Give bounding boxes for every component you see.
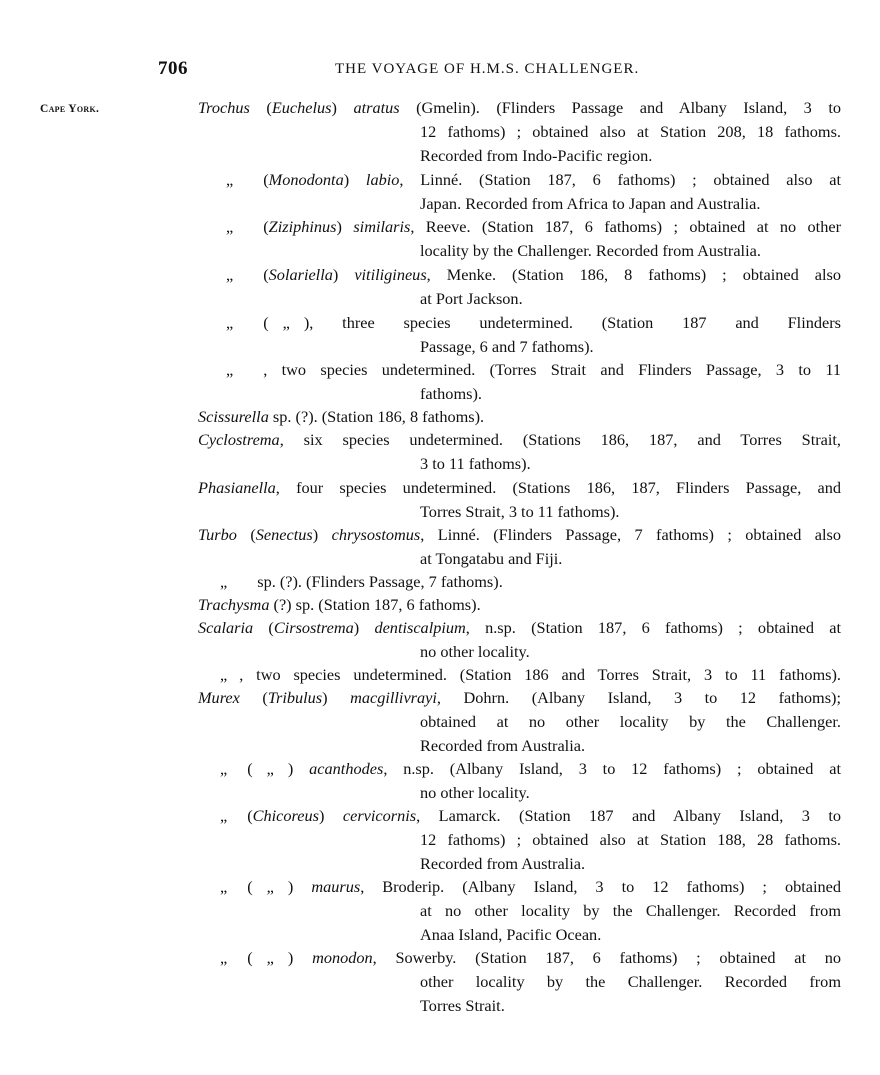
list-item: Murex (Tribulus) macgillivrayi, Dohrn. (Albany Island, 3 to 12 fathoms); xyxy=(198,688,841,707)
list-item-continuation: Recorded from Australia. xyxy=(420,736,586,755)
list-item-continuation: no other locality. xyxy=(420,642,530,661)
list-item-continuation: Passage, 6 and 7 fathoms). xyxy=(420,337,594,356)
list-item-continuation: 12 fathoms) ; obtained also at Station 188, 28 fathoms. xyxy=(420,830,841,849)
list-item: „ (Monodonta) labio, Linné. (Station 187, 6 fathoms) ; obtained also at xyxy=(226,170,841,189)
list-item: „ , two species undetermined. (Station 186 and Torres Strait, 3 to 11 fathoms). xyxy=(220,665,841,684)
list-item-continuation: locality by the Challenger. Recorded from Australia. xyxy=(420,241,761,260)
running-title: THE VOYAGE OF H.M.S. CHALLENGER. xyxy=(335,61,640,77)
list-item: „ ( „ ), three species undetermined. (Station 187 and Flinders xyxy=(226,313,841,332)
list-item-continuation: Torres Strait. xyxy=(420,996,505,1015)
list-item-continuation: no other locality. xyxy=(420,783,530,802)
list-item: „ , two species undetermined. (Torres Strait and Flinders Passage, 3 to 11 xyxy=(226,360,841,379)
list-item-continuation: at Tongatabu and Fiji. xyxy=(420,549,563,568)
list-item: Turbo (Senectus) chrysostomus, Linné. (Flinders Passage, 7 fathoms) ; obtained also xyxy=(198,525,842,544)
list-item-continuation: at no other locality by the Challenger. Recorded from xyxy=(420,901,841,920)
list-item-continuation: Japan. Recorded from Africa to Japan and Australia. xyxy=(420,194,761,213)
list-item-continuation: Recorded from Australia. xyxy=(420,854,586,873)
list-item: „ (Solariella) vitiligineus, Menke. (Station 186, 8 fathoms) ; obtained also xyxy=(226,265,841,284)
list-item: Phasianella, four species undetermined. (Stations 186, 187, Flinders Passage, and xyxy=(198,478,841,497)
list-item: Cyclostrema, six species undetermined. (Stations 186, 187, and Torres Strait, xyxy=(198,430,841,449)
list-item: „ sp. (?). (Flinders Passage, 7 fathoms). xyxy=(220,572,503,591)
list-item-continuation: Anaa Island, Pacific Ocean. xyxy=(420,925,602,944)
list-item: „ ( „ ) acanthodes, n.sp. (Albany Island, 3 to 12 fathoms) ; obtained at xyxy=(220,759,841,778)
list-item-continuation: Recorded from Indo-Pacific region. xyxy=(420,146,653,165)
page-header xyxy=(0,56,880,84)
list-item: Trochus (Euchelus) atratus (Gmelin). (Flinders Passage and Albany Island, 3 to xyxy=(198,98,841,117)
margin-locality-label: Cape York. xyxy=(40,103,100,115)
list-item-continuation: fathoms). xyxy=(420,384,482,403)
list-item-continuation: 12 fathoms) ; obtained also at Station 208, 18 fathoms. xyxy=(420,122,841,141)
list-item: Scissurella sp. (?). (Station 186, 8 fathoms). xyxy=(198,407,485,426)
page-number: 706 xyxy=(158,58,188,79)
list-item: „ (Chicoreus) cervicornis, Lamarck. (Station 187 and Albany Island, 3 to xyxy=(220,806,841,825)
list-item: Trachysma (?) sp. (Station 187, 6 fathoms). xyxy=(198,595,481,614)
list-item-continuation: other locality by the Challenger. Recorded from xyxy=(420,972,841,991)
list-item-continuation: at Port Jackson. xyxy=(420,289,523,308)
list-item: „ (Ziziphinus) similaris, Reeve. (Station 187, 6 fathoms) ; obtained at no other xyxy=(226,217,841,236)
list-item-continuation: obtained at no other locality by the Challenger. xyxy=(420,712,841,731)
list-item-continuation: 3 to 11 fathoms). xyxy=(420,454,531,473)
list-item: Scalaria (Cirsostrema) dentiscalpium, n.sp. (Station 187, 6 fathoms) ; obtained at xyxy=(198,618,841,637)
list-item: „ ( „ ) maurus, Broderip. (Albany Island, 3 to 12 fathoms) ; obtained xyxy=(220,877,842,896)
list-item-continuation: Torres Strait, 3 to 11 fathoms). xyxy=(420,502,620,521)
list-item: „ ( „ ) monodon, Sowerby. (Station 187, 6 fathoms) ; obtained at no xyxy=(220,948,841,967)
